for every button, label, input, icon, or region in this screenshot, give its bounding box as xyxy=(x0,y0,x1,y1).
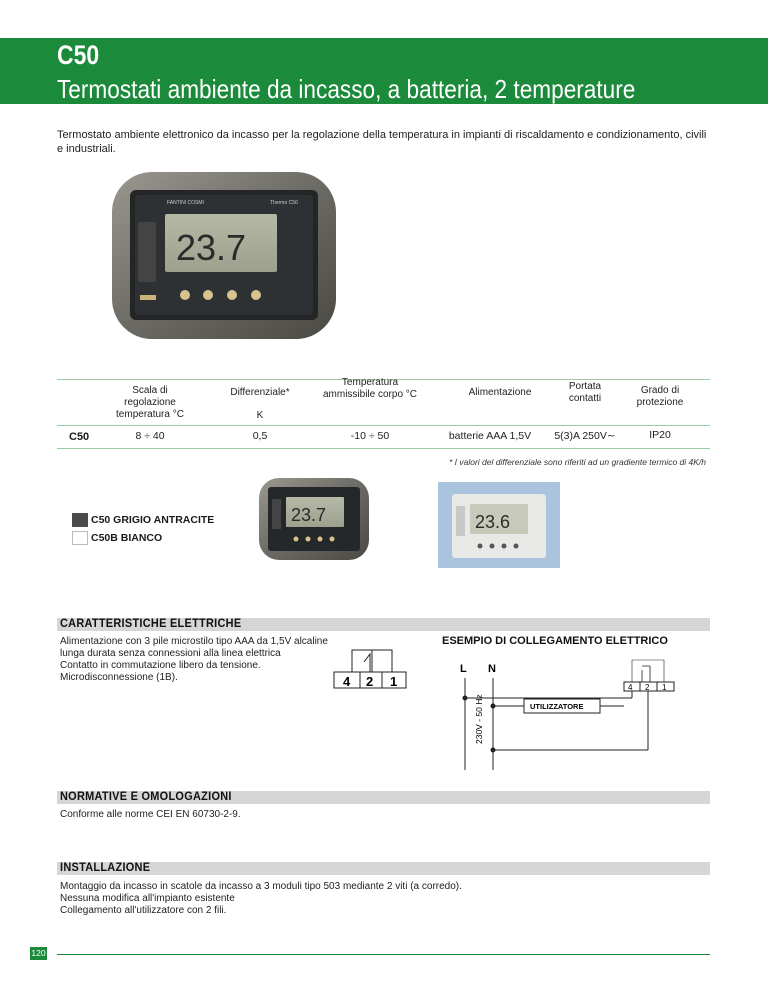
product-code: C50 xyxy=(57,40,100,70)
th-alimentazione: Alimentazione xyxy=(468,387,532,398)
text-line: Contatto in commutazione libero da tensione. xyxy=(60,660,261,671)
header-band xyxy=(0,38,768,104)
td-alimentazione: batterie AAA 1,5V xyxy=(448,430,532,442)
swatch-white xyxy=(72,531,88,545)
th-temperatura: Temperatura ammissibile corpo °C xyxy=(322,377,418,400)
variant-label: C50 GRIGIO ANTRACITE xyxy=(91,514,215,526)
td-temperatura: -10 ÷ 50 xyxy=(350,430,390,442)
section-bar-installazione xyxy=(57,862,710,875)
diagram-title: ESEMPIO DI COLLEGAMENTO ELETTRICO xyxy=(442,635,668,647)
text-line: Alimentazione con 3 pile microstilo tipo AAA da 1,5V alcaline xyxy=(60,636,328,647)
line-l-label: L xyxy=(460,663,467,675)
product-photo-anthracite xyxy=(110,170,338,341)
row-code: C50 xyxy=(69,431,90,443)
td-scala: 8 ÷ 40 xyxy=(135,430,165,442)
white-photo-display: 23.6 xyxy=(475,512,511,532)
section-title: INSTALLAZIONE xyxy=(60,862,151,874)
text-line: Microdisconnessione (1B). xyxy=(60,672,178,683)
diag-terminal-1: 1 xyxy=(662,683,667,692)
contact-symbol xyxy=(330,636,410,692)
product-photo-white xyxy=(438,482,560,568)
photo-model: Thermo C50 xyxy=(270,200,298,206)
photo-display: 23.7 xyxy=(176,227,247,268)
section-title: NORMATIVE E OMOLOGAZIONI xyxy=(60,791,232,803)
line-n-label: N xyxy=(488,663,496,675)
th-scala: Scala di regolazione temperatura °C xyxy=(116,385,184,420)
footer-line xyxy=(57,954,710,955)
small-photo-display: 23.7 xyxy=(291,505,327,525)
terminal-1: 1 xyxy=(390,674,398,689)
text-line: Collegamento all'utilizzatore con 2 fili. xyxy=(60,905,227,916)
th-unit-k: K xyxy=(256,410,264,421)
table-bottom-line xyxy=(57,448,710,449)
th-protezione: Grado di protezione xyxy=(636,385,684,408)
swatch-anthracite xyxy=(72,513,88,527)
intro-text: Termostato ambiente elettronico da incasso per la regolazione della temperatura in impianti di riscaldamento e condizionamento, civili e industriali. xyxy=(57,129,707,155)
variant-white xyxy=(72,531,162,545)
section-text-elettriche xyxy=(60,636,350,684)
section-title: CARATTERISTICHE ELETTRICHE xyxy=(60,618,242,630)
terminal-4: 4 xyxy=(343,674,351,689)
load-label: UTILIZZATORE xyxy=(530,702,584,711)
section-bar-normative xyxy=(57,791,710,804)
text-line: Montaggio da incasso in scatole da incasso a 3 moduli tipo 503 mediante 2 viti (a corredo). xyxy=(60,881,462,892)
th-differenziale: Differenziale* xyxy=(230,387,290,398)
text-line: Nessuna modifica all'impianto esistente xyxy=(60,893,235,904)
diag-terminal-2: 2 xyxy=(645,683,650,692)
td-differenziale: 0,5 xyxy=(252,430,268,442)
wiring-diagram xyxy=(452,654,692,772)
diag-terminal-4: 4 xyxy=(628,683,633,692)
table-footnote: * I valori del differenziale sono riferiti ad un gradiente termico di 4K/h xyxy=(448,457,706,467)
voltage-label: 230V - 50 Hz xyxy=(474,694,484,744)
variant-label: C50B BIANCO xyxy=(91,532,163,544)
section-text-installazione xyxy=(60,881,462,917)
table-mid-line xyxy=(57,425,710,426)
section-bar-elettriche xyxy=(57,618,710,631)
product-photo-anthracite-small xyxy=(258,477,370,561)
page-number: 120 xyxy=(31,948,46,958)
td-portata: 5(3)A 250V∼ xyxy=(554,430,616,442)
td-protezione: IP20 xyxy=(649,429,671,441)
section-text-normative xyxy=(60,809,241,821)
terminal-2: 2 xyxy=(366,674,374,689)
th-portata: Portata contatti xyxy=(568,381,602,404)
variant-anthracite xyxy=(72,513,214,527)
text-line: Conforme alle norme CEI EN 60730-2-9. xyxy=(60,809,241,820)
page-title: Termostati ambiente da incasso, a batteria, 2 temperature xyxy=(57,74,636,104)
text-line: lunga durata senza connessioni alla linea elettrica xyxy=(60,648,281,659)
photo-brand: FANTINI COSMI xyxy=(167,200,204,206)
